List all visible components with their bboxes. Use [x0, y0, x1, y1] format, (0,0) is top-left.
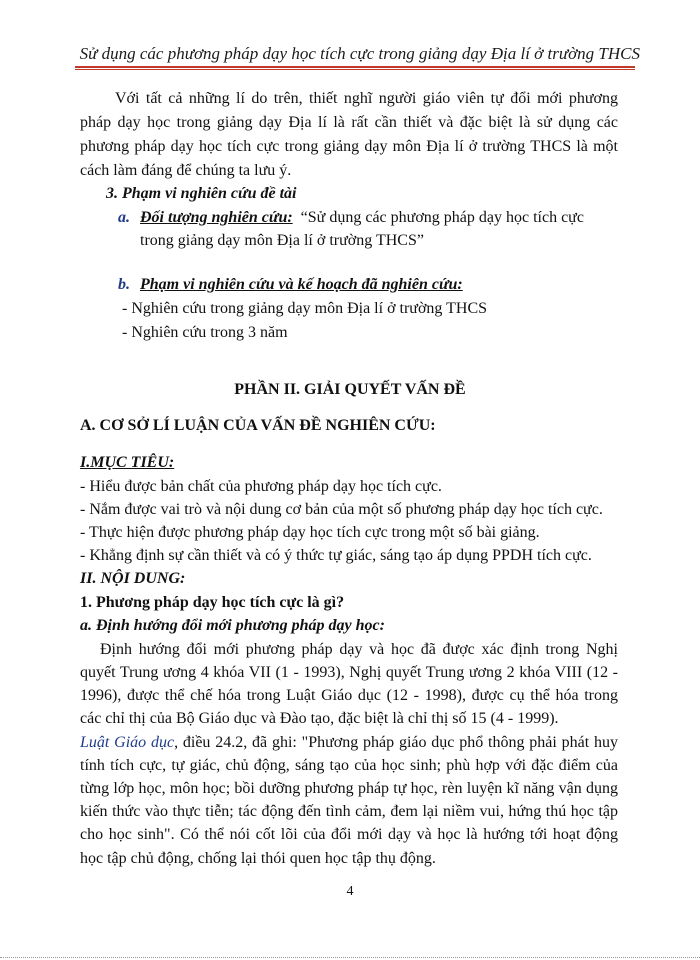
paragraph-line: các chỉ thị của Bộ Giáo dục và Đào tạo, đặc biệt là chỉ thị số 15 (4 - 1999).: [80, 710, 559, 727]
paragraph-line: [80, 734, 618, 752]
header-rule: [75, 66, 635, 68]
paragraph-line: quyết Trung ương 4 khóa VII (1 - 1993), Nghị quyết Trung ương 2 khóa VIII (12 -: [80, 664, 618, 681]
list-item: - Nghiên cứu trong 3 năm: [122, 324, 288, 341]
intro-line: pháp dạy học trong giảng dạy Địa lí là rất cần thiết và đặc biệt là sử dụng các: [80, 114, 618, 131]
paragraph-line: học tập chủ động, chống lại thói quen học tập thụ động.: [80, 850, 436, 867]
page-bottom-border: [0, 957, 700, 958]
subsection-letter: b.: [118, 276, 130, 293]
running-header: Sử dụng các phương pháp dạy học tích cực trong giảng dạy Địa lí ở trường THCS: [79, 44, 640, 63]
paragraph-line: cho học sinh". Có thể nói cốt lõi của đổi mới dạy và học là hướng tới hoạt động: [80, 826, 618, 843]
paragraph-line: Định hướng đổi mới phương pháp dạy và học đã được xác định trong Nghị: [100, 641, 618, 658]
intro-line: cách làm đáng để chúng ta lưu ý.: [80, 162, 292, 179]
subsection-b: [118, 276, 463, 294]
section-title: A. CƠ SỞ LÍ LUẬN CỦA VẤN ĐỀ NGHIÊN CỨU:: [80, 417, 436, 434]
list-item: - Thực hiện được phương pháp dạy học tích cực trong một số bài giảng.: [80, 524, 540, 541]
subquestion-heading: a. Định hướng đổi mới phương pháp dạy học:: [80, 617, 385, 634]
paragraph-line: từng lớp học, môn học; bồi dưỡng phương pháp tự học, rèn luyện kĩ năng vận dụng: [80, 780, 618, 797]
subsection-letter: a.: [118, 209, 130, 226]
header-rule-thin: [75, 69, 635, 70]
paragraph-line: kiến thức vào thực tiễn; tác động đến tình cảm, đem lại niềm vui, hứng thú học tập: [80, 803, 618, 820]
list-item: - Nghiên cứu trong giảng dạy môn Địa lí ở trường THCS: [122, 300, 488, 317]
subsection-label: Đối tượng nghiên cứu:: [140, 209, 293, 226]
intro-line: phương pháp dạy học tích cực trong giảng dạy môn Địa lí ở trường THCS là một: [80, 138, 618, 155]
question-heading: 1. Phương pháp dạy học tích cực là gì?: [80, 594, 345, 611]
law-name: Luật Giáo dục: [80, 734, 175, 751]
subsection-a: [118, 209, 584, 227]
intro-line: Với tất cả những lí do trên, thiết nghĩ người giáo viên tự đổi mới phương: [115, 90, 618, 107]
subsection-label: Phạm vi nghiên cứu và kế hoạch đã nghiên cứu:: [140, 276, 463, 293]
paragraph-text: , điều 24.2, đã ghi: "Phương pháp giáo dục phổ thông phải phát huy: [174, 734, 619, 751]
section-heading: 3. Phạm vi nghiên cứu đề tài: [106, 185, 297, 202]
page-number: 4: [346, 884, 354, 899]
goals-heading: I.MỤC TIÊU:: [80, 454, 175, 471]
list-item: - Hiểu được bản chất của phương pháp dạy học tích cực.: [80, 478, 442, 495]
paragraph-line: tính tích cực, tự giác, chủ động, sáng tạo của học sinh; phù hợp với đặc điểm của: [80, 757, 618, 774]
content-heading: II. NỘI DUNG:: [80, 570, 186, 587]
subsection-text: trong giảng dạy môn Địa lí ở trường THCS”: [140, 232, 424, 249]
subsection-text: “Sử dụng các phương pháp dạy học tích cực: [300, 209, 584, 226]
part-title: PHẦN II. GIẢI QUYẾT VẤN ĐỀ: [234, 381, 466, 398]
list-item: - Khẳng định sự cần thiết và có ý thức tự giác, sáng tạo áp dụng PPDH tích cực.: [80, 547, 592, 564]
list-item: - Nắm được vai trò và nội dung cơ bản của một số phương pháp dạy học tích cực.: [80, 501, 603, 518]
paragraph-line: 1996), được thể chế hóa trong Luật Giáo dục (12 - 1998), được cụ thể hóa trong: [80, 687, 618, 704]
